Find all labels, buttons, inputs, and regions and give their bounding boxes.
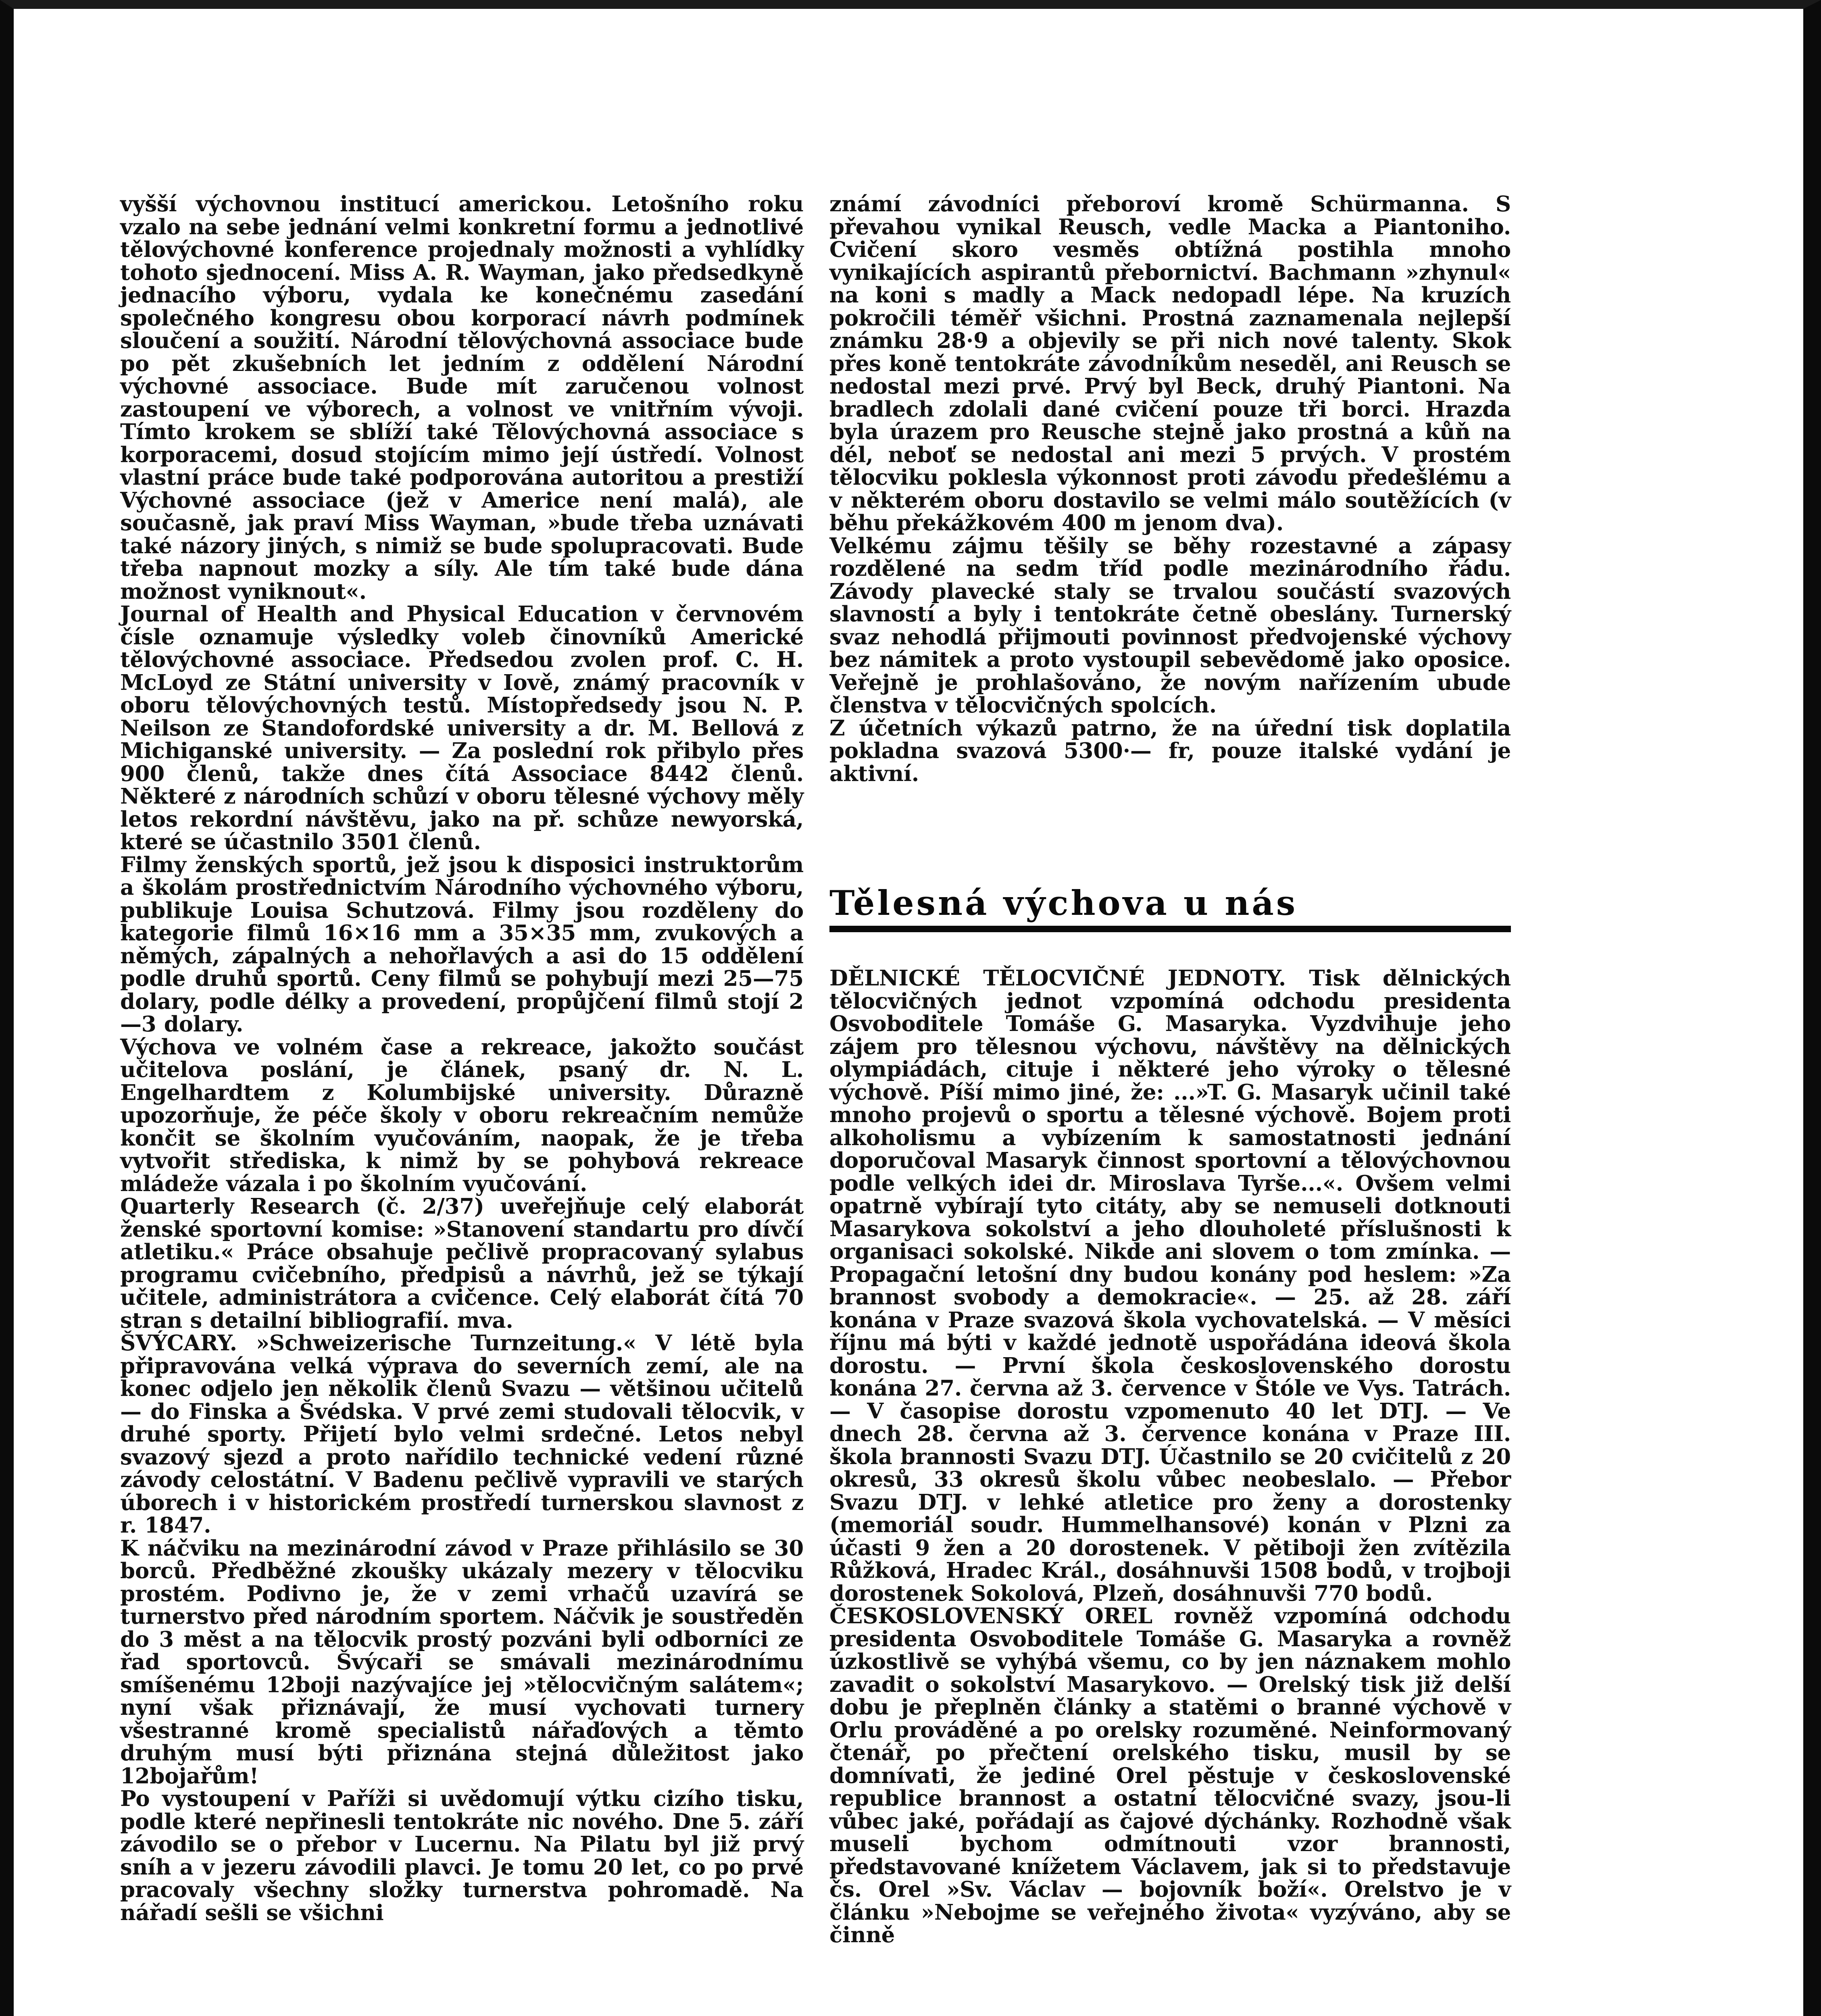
paragraph: vyšší výchovnou institucí americkou. Letošního roku vzalo na sebe jednání velmi konkretní formu a jednotlivé tělovýchovné konference projednaly možnosti a vyhlídky tohoto sjednocení. Miss A. R. Wayman, jako předsedkyně jednacího výboru, vydala ke konečnému zasedání společného kongresu obou korporací návrh podmínek sloučení a soužití. Národní tělovýchovná associace bude po pět zkušebních let jedním z oddělení Národní výchovné associace. Bude mít zaručenou volnost zastoupení ve výborech, a volnost ve vnitřním vývoji. Tímto krokem se sblíží také Tělovýchovná associace s korporacemi, dosud stojícím mimo její ústředí. Volnost vlastní práce bude také podporována autoritou a prestiží Výchovné associace (jež v Americe není malá), ale současně, jak praví Miss Wayman, »bude třeba uznávati také názory jiných, s nimiž se bude spolupracovati. Bude třeba napnout mozky a síly. Ale tím také bude dána možnost vyniknout«. — [120, 192, 804, 604]
paragraph: DĚLNICKÉ TĚLOCVIČNÉ JEDNOTY. Tisk dělnických tělocvičných jednot vzpomíná odchodu presidenta Osvoboditele Tomáše G. Masaryka. Vyzdvihuje jeho zájem pro tělesnou výchovu, návštěvy na dělnických olympiádách, cituje i některé jeho výroky o tělesné výchově. Píší mimo jiné, že: ...»T. G. Masaryk učinil také mnoho projevů o sportu a tělesné výchově. Bojem proti alkoholismu a vybízením k samostatnosti jednání doporučoval Masaryk činnost sportovní a tělovýchovnou podle velkých idei dr. Miroslava Tyrše...«. Ovšem velmi opatrně vybírají tyto citáty, aby se nemuseli dotknouti Masarykova sokolství a jeho dlouholeté příslušnosti k organisaci sokolské. Nikde ani slovem o tom zmínka. — Propagační letošní dny budou konány pod heslem: »Za brannost svobody a demokracie«. — 25. až 28. září konána v Praze svazová škola vychovatelská. — V měsíci říjnu má býti v každé jednotě uspořádána ideová škola dorostu. — První škola československého dorostu konána 27. června až 3. července v Štóle ve Vys. Tatrách. — V časopise dorostu vzpomenuto 40 let DTJ. — Ve dnech 28. června až 3. července konána v Praze III. škola brannosti Svazu DTJ. Účastnilo se 20 cvičitelů z 20 okresů, 33 okresů školu vůbec neobeslalo. — Přebor Svazu DTJ. v lehké atletice pro ženy a dorostenky (memoriál soudr. Hummelhansové) konán v Plzni za účasti 9 žen a 20 dorostenek. V pětiboji žen zvítězila Růžková, Hradec Král., dosáhnuvši 1508 bodů, v trojboji dorostenek Sokolová, Plzeň, dosáhnuvši 770 bodů. — [829, 966, 1511, 1606]
right-column-bottom — [829, 967, 1511, 1947]
paragraph: známí závodníci přeboroví kromě Schürmanna. S převahou vynikal Reusch, vedle Macka a Piantoniho. Cvičení skoro vesměs obtížná postihla mnoho vynikajících aspirantů přebornictví. Bachmann »zhynul« na koni s madly a Mack nedopadl lépe. Na kruzích pokročili téměř všichni. Prostná zaznamenala nejlepší známku 28·9 a objevily se při nich nové talenty. Skok přes koně tentokráte závodníkům neseděl, ani Reusch se nedostal mezi prvé. Prvý byl Beck, druhý Piantoni. Na bradlech zdolali dané cvičení pouze tři borci. Hrazda byla úrazem pro Reusche stejně jako prostná a kůň na dél, neboť se nedostal ani mezi 5 prvých. V prostém tělocviku poklesla výkonnost proti závodu předešlému a v některém oboru dostavilo se velmi málo soutěžících (v běhu překážkovém 400 m jenom dva). — [829, 192, 1511, 535]
paragraph: Journal of Health and Physical Education v červnovém čísle oznamuje výsledky voleb činovníků Americké tělovýchovné associace. Předsedou zvolen prof. C. H. McLoyd ze Státní university v Iově, známý pracovník v oboru tělovýchovných testů. Místopředsedy jsou N. P. Neilson ze Standofordské university a dr. M. Bellová z Michiganské university. — Za poslední rok přibylo přes 900 členů, takže dnes čítá Associace 8442 členů. Některé z národních schůzí v oboru tělesné výchovy měly letos rekordní návštěvu, jako na př. schůze newyorská, které se účastnilo 3501 členů. — [120, 602, 804, 854]
paragraph: ČESKOSLOVENSKÝ OREL rovněž vzpomíná odchodu presidenta Osvoboditele Tomáše G. Masaryka a rovněž úzkostlivě se vyhýbá všemu, co by jen náznakem mohlo zavadit o sokolství Masarykovo. — Orelský tisk již delší dobu je přeplněn články a statěmi o branné výchově v Orlu prováděné a po orelsky rozuměné. Neinformovaný čtenář, po přečtení orelského tisku, musil by se domnívati, že jediné Orel pěstuje v československé republice brannost a ostatní tělocvičné svazy, jsou-li vůbec jaké, pořádají as čajové dýchánky. Rozhodně však museli bychom odmítnouti vzor brannosti, představované knížetem Václavem, jak si to představuje čs. Orel »Sv. Václav — bojovník boží«. Orelstvo je v článku »Nebojme se veřejného života« vyzýváno, aby se činně — [829, 1604, 1511, 1947]
paragraph: Výchova ve volném čase a rekreace, jakožto součást učitelova poslání, je článek, psaný dr. N. L. Engelhardtem z Kolumbijské university. Důrazně upozorňuje, že péče školy v oboru rekreačním nemůže končit se školním vyučováním, naopak, že je třeba vytvořit střediska, k nimž by se pohybová rekreace mládeže vázala i po školním vyučování. — [120, 1034, 804, 1196]
paragraph: K náčviku na mezinárodní závod v Praze přihlásilo se 30 borců. Předběžné zkoušky ukázaly mezery v tělocviku prostém. Podivno je, že v zemi vrhačů uzavírá se turnerstvo před národním sportem. Náčvik je soustředěn do 3 měst a na tělocvik prostý pozváni byli odborníci ze řad sportovců. Švýcaři se smávali mezinárodnímu smíšenému 12boji nazývajíce jej »tělocvičným salátem«; nyní však přiznávají, že musí vychovati turnery všestranné kromě specialistů nářaďových a těmto druhým musí býti přiznána stejná důležitost jako 12bojařům! — [120, 1535, 804, 1789]
paragraph: Filmy ženských sportů, jež jsou k disposici instruktorům a školám prostřednictvím Národního výchovného výboru, publikuje Louisa Schutzová. Filmy jsou rozděleny do kategorie filmů 16×16 mm a 35×35 mm, zvukových a němých, zápalných a nehořlavých a asi do 15 oddělení podle druhů sportů. Ceny filmů se pohybují mezi 25—75 dolary, podle délky a provedení, propůjčení filmů stojí 2—3 dolary. — [120, 852, 804, 1037]
paragraph: Velkému zájmu těšily se běhy rozestavné a zápasy rozdělené na sedm tříd podle mezinárodního řádu. Závody plavecké staly se trvalou součástí svazových slavností a byly i tentokráte četně obeslány. Turnerský svaz nehodlá přijmouti povinnost předvojenské výchovy bez námitek a proto vystoupil sebevědomě jako oposice. Veřejně je prohlašováno, že novým nařízením ubude členstva v tělocvičných spolcích. — [829, 533, 1511, 718]
heading-rule — [829, 926, 1511, 932]
paragraph: Po vystoupení v Paříži si uvědomují výtku cizího tisku, podle které nepřinesli tentokráte nic nového. Dne 5. září závodilo se o přebor v Lucernu. Na Pilatu byl již prvý sníh a v jezeru závodili plavci. Je tomu 20 let, co po prvé pracovaly všechny složky turnerstva pohromadě. Na nářadí sešli se všichni — [120, 1786, 804, 1925]
section-heading-text: Tělesná výchova u nás — [829, 883, 1298, 923]
paragraph: ŠVÝCARY. »Schweizerische Turnzeitung.« V létě byla připravována velká výprava do severních zemí, ale na konec odjelo jen několik členů Svazu — většinou učitelů — do Finska a Švédska. V prvé zemi studovali tělocvik, v druhé sporty. Přijetí bylo velmi srdečné. Letos nebyl svazový sjezd a proto nařídilo technické vedení různé závody celostátní. V Badenu pečlivě vypravili ve starých úborech i v historickém prostředí turnerskou slavnost z r. 1847. — [120, 1331, 804, 1538]
left-column — [120, 193, 804, 1924]
section-heading — [829, 883, 1511, 932]
paragraph: Z účetních výkazů patrno, že na úřední tisk doplatila pokladna svazová 5300·— fr, pouze italské vydání je aktivní. — [829, 715, 1511, 786]
paragraph: Quarterly Research (č. 2/37) uveřejňuje celý elaborát ženské sportovní komise: »Stanovení standartu pro dívčí atletiku.« Práce obsahuje pečlivě propracovaný sylabus programu cvičebního, předpisů a návrhů, jež se týkají učitele, administrátora a cvičence. Celý elaborát čítá 70 stran s detailní bibliografií. mva. — [120, 1194, 804, 1333]
right-column-top — [829, 193, 1511, 785]
